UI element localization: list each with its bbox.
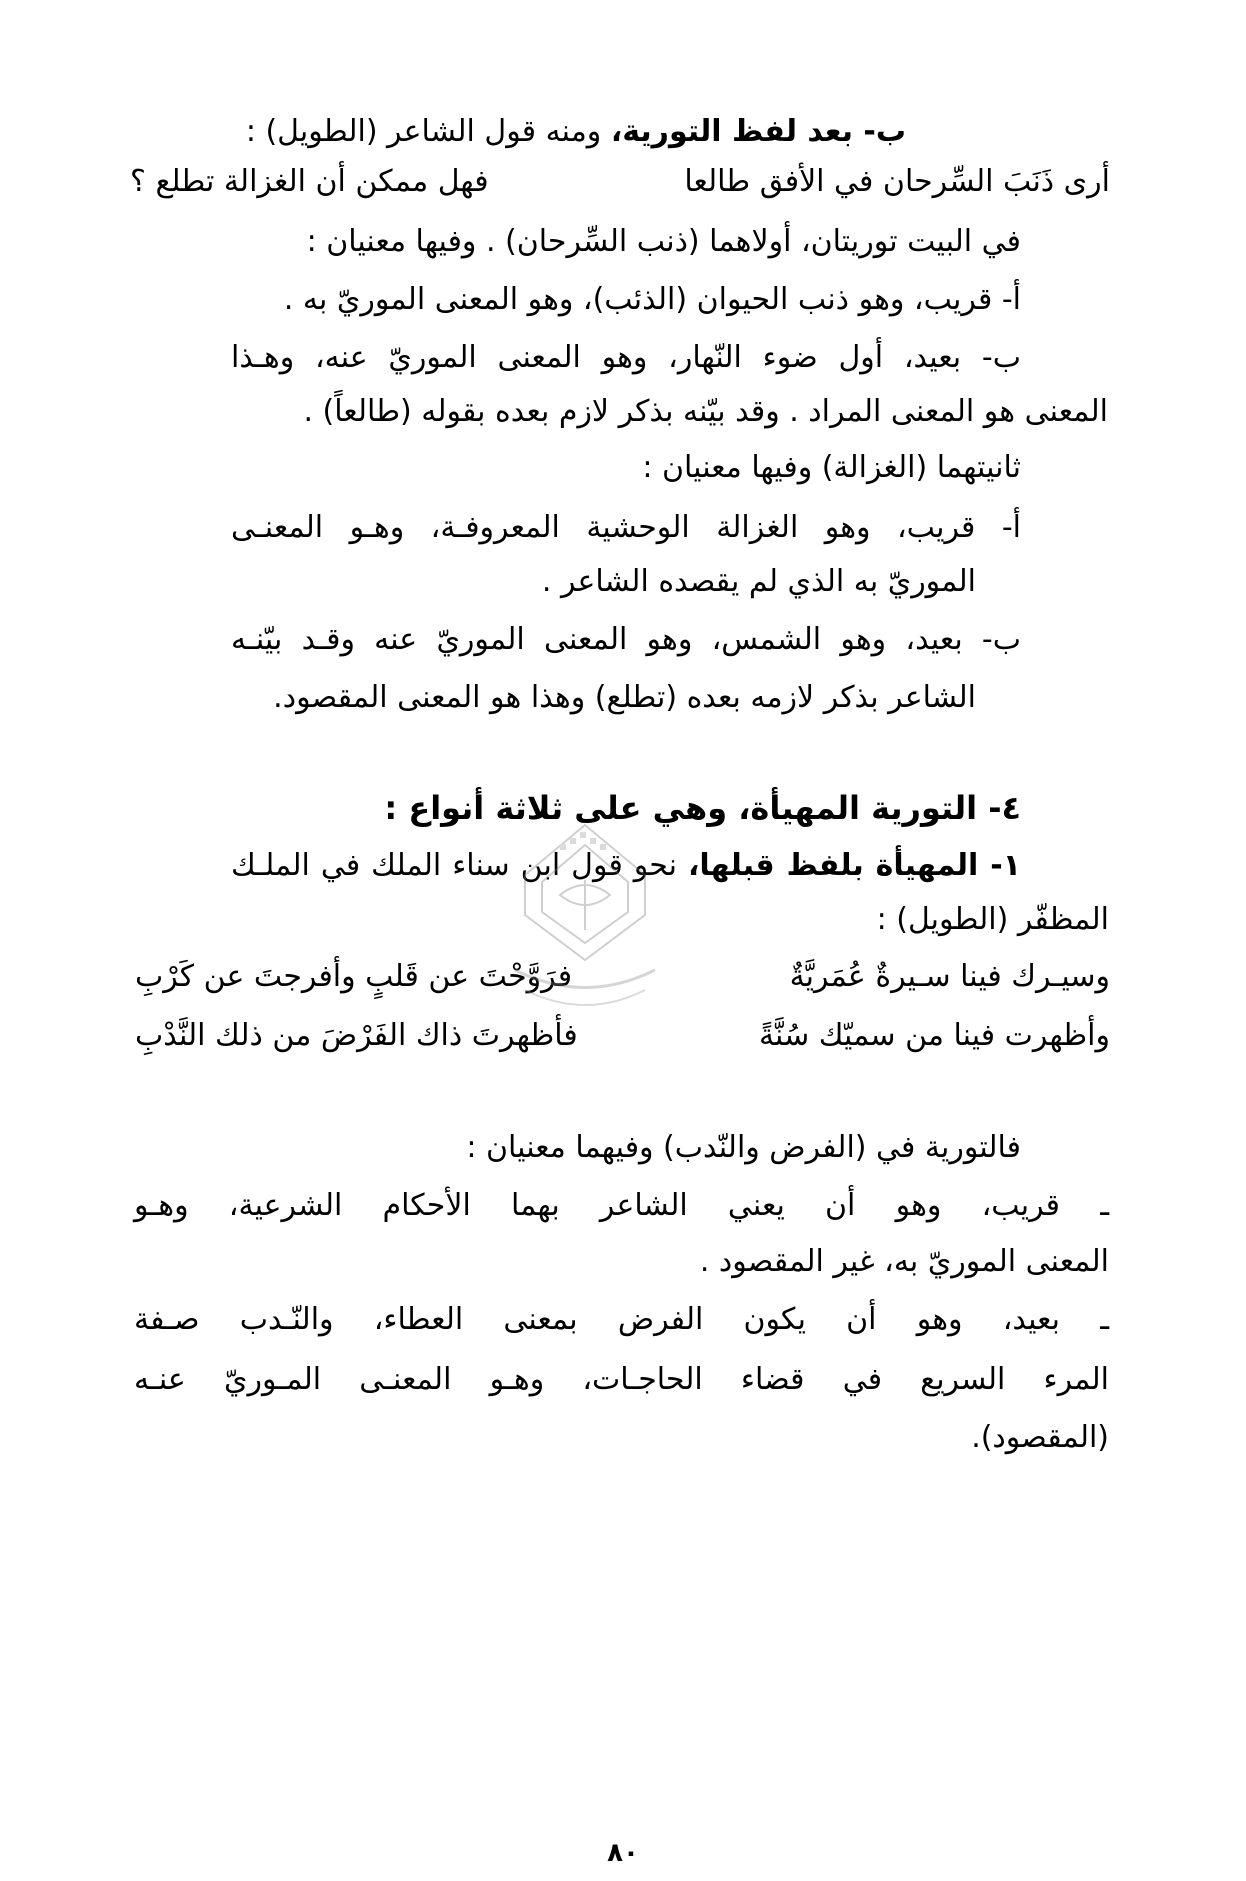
- line-far-meaning-3-cont: المرء السريع في قضاء الحاجـات، وهـو المعنـى المـوريّ عنـه: [134, 1362, 1109, 1397]
- line-near-meaning-2: أ- قريب، وهو الغزالة الوحشية المعروفـة، وهـو المعنـى: [231, 510, 1021, 545]
- section-heading-prepared-tawriya: ٤- التورية المهيأة، وهي على ثلاثة أنواع :: [384, 789, 1021, 827]
- verse-1-second-hemistich: فهل ممكن أن الغزالة تطلع ؟: [130, 164, 489, 199]
- line-far-meaning-3: ـ بعيد، وهو أن يكون الفرض بمعنى العطاء، والنّـدب صـفة: [134, 1302, 1109, 1337]
- line-fard-nadb: فالتورية في (الفرض والنّدب) وفيهما معنيان :: [466, 1130, 1021, 1165]
- page-number: ٨٠: [607, 1838, 639, 1868]
- line-second-tawriya: ثانيتهما (الغزالة) وفيها معنيان :: [642, 450, 1021, 485]
- verse-3-second-hemistich: فأظهرتَ ذاك الفَرْضَ من ذلك النَّدْبِ: [135, 1018, 578, 1053]
- verse-2-first-hemistich: وسيـرك فينا سـيرةٌ عُمَريَّةٌ: [789, 959, 1110, 994]
- line-example-after: [246, 112, 906, 152]
- verse-2-second-hemistich: فرَوَّحْتَ عن قَلبٍ وأفرجتَ عن كَرْبِ: [135, 959, 573, 994]
- line-text: نحو قول ابن سناء الملك في الملـك: [231, 848, 688, 883]
- subheading-prepared-before: ١- المهيأة بلفظ قبلها،: [688, 848, 1021, 883]
- subheading-after-word: ب- بعد لفظ التورية،: [610, 114, 906, 149]
- line-near-meaning-3: ـ قريب، وهو أن يعني الشاعر بهما الأحكام الشرعية، وهـو: [134, 1188, 1109, 1223]
- line-near-meaning-2-cont: الموريّ به الذي لم يقصده الشاعر .: [541, 564, 976, 599]
- line-far-meaning-1: ب- بعيد، أول ضوء النّهار، وهو المعنى الموريّ عنه، وهـذا: [231, 340, 1021, 375]
- line-far-meaning-2-cont: الشاعر بذكر لازمه بعده (تطلع) وهذا هو المعنى المقصود.: [273, 680, 976, 715]
- line-intended: (المقصود).: [971, 1420, 1109, 1455]
- verse-1: [130, 160, 1110, 204]
- line-far-meaning-2: ب- بعيد، وهو الشمس، وهو المعنى الموريّ عنه وقـد بيّنـه: [231, 622, 1021, 657]
- verse-1-first-hemistich: أرى ذَنَبَ السِّرحان في الأفق طالعا: [684, 164, 1110, 199]
- line-near-meaning-1: أ- قريب، وهو ذنب الحيوان (الذئب)، وهو المعنى الموريّ به .: [283, 282, 1021, 317]
- line-intended-meaning: المعنى هو المعنى المراد . وقد بيّنه بذكر لازم بعده بقوله (طالعاً) .: [303, 394, 1108, 429]
- seal-icon: [500, 820, 670, 1030]
- line-near-meaning-3-cont: المعنى الموريّ به، غير المقصود .: [699, 1244, 1109, 1279]
- verse-3-first-hemistich: وأظهرت فينا من سميّك سُنَّةً: [758, 1018, 1110, 1053]
- line-text: ومنه قول الشاعر (الطويل) :: [245, 114, 611, 149]
- line-two-tawriyas: في البيت توريتان، أولاهما (ذنب السِّرحان) . وفيها معنيان :: [306, 224, 1021, 259]
- line-muzaffar: المظفّر (الطويل) :: [876, 902, 1109, 937]
